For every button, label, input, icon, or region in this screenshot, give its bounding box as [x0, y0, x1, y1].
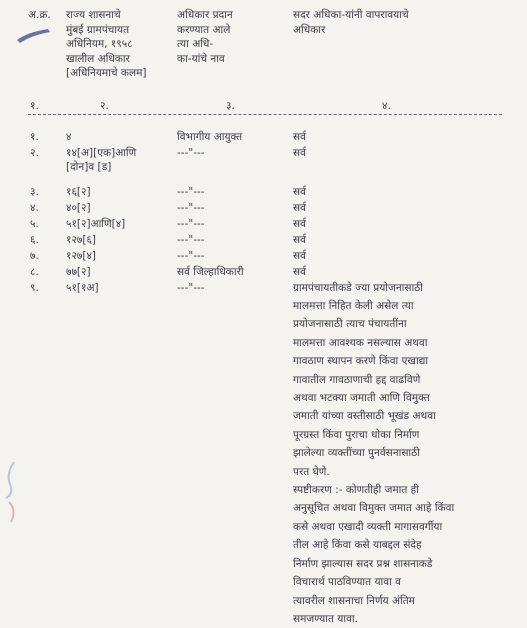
column-number-row [0, 99, 527, 113]
row-powers: ग्रामपंचायतीकडे ज्या प्रयोजनासाठी [293, 282, 423, 294]
header-powers-label [293, 8, 409, 37]
description-line: परत घेणे. [293, 465, 330, 478]
header-officer-line: करण्यात आले [177, 23, 231, 36]
margin-mark [2, 460, 18, 500]
column-number: ४. [382, 100, 391, 112]
explanation-line: स्पष्टीकरण :- कोणतीही जमात ही [293, 484, 419, 497]
powers-description [293, 297, 513, 628]
pen-mark [14, 26, 54, 46]
column-number: २. [100, 100, 109, 112]
row-sr: ७. [30, 250, 39, 262]
row-powers: सर्व [293, 250, 306, 262]
table-row [0, 160, 527, 174]
explanation-line: तील आहे किंवा कसे याबद्दल संदेह [293, 539, 422, 552]
explanation-line: कसे अथवा एखादी व्यक्ती मागासवर्गीया [293, 520, 443, 533]
description-line: झालेल्या व्यक्तींच्या पुनर्वसनासाठी [293, 447, 420, 460]
header-sr-label: अ.क्र. [28, 9, 51, 21]
table-row [0, 201, 527, 215]
row-powers: सर्व [293, 131, 306, 143]
table-row [0, 185, 527, 199]
row-powers: सर्व [293, 186, 306, 198]
explanation-line: निर्माण झाल्यास सदर प्रश्न शासनाकडे [293, 557, 433, 570]
table-row [0, 217, 527, 231]
row-officer: ---"--- [177, 202, 205, 214]
header-powers-line: सदर अधिका-यांनी वापरावयाचे [293, 9, 409, 21]
row-officer: ---"--- [177, 147, 205, 159]
table-row [0, 281, 527, 295]
row-section: [दोन]व [ड] [66, 161, 112, 173]
row-section: १४[अ][एक]आणि [66, 147, 137, 159]
description-line: पूरग्रस्त किंवा पुराचा धोका निर्माण [293, 428, 420, 441]
explanation-line: अनुसूचित अथवा विमुक्त जमात आहे किंवा [293, 502, 455, 515]
row-section: ५१[१अ] [66, 282, 99, 294]
column-number: ३. [226, 100, 235, 112]
row-sr: २. [30, 147, 39, 159]
table-row [0, 233, 527, 247]
header-officer-line: का-यांचे नाव [177, 52, 225, 65]
row-officer: ---"--- [177, 282, 205, 294]
description-line: जमाती यांच्या वस्तीसाठी भूखंड अथवा [293, 410, 436, 423]
explanation-line: विचारार्थ पाठविण्यात यावा व [293, 576, 402, 589]
row-powers: सर्व [293, 266, 306, 278]
row-sr: ३. [30, 186, 39, 198]
header-section-line: अधिनियम, १९५८ [66, 38, 133, 50]
row-sr: ८. [30, 266, 39, 278]
description-line: अथवा भटक्या जमाती आणि विमुक्त [293, 392, 430, 405]
header-powers-line: अधिकार [293, 23, 326, 36]
header-officer-line: अधिकार प्रदान [177, 9, 233, 21]
description-line: मालमत्ता निहित केली असेल त्या [293, 300, 414, 312]
row-sr: ६. [30, 234, 39, 246]
row-powers: सर्व [293, 202, 306, 214]
row-section: १६[२] [66, 186, 91, 198]
description-line: मालमत्ता आवश्यक नसल्यास अथवा [293, 336, 428, 349]
divider [28, 114, 502, 115]
header-section-line: [अधिनियमाचे कलम] [66, 67, 147, 79]
header-section-line: राज्य शासनाचे [66, 9, 121, 21]
explanation-line: समजण्यात यावा. [293, 612, 358, 625]
row-section: १२७[४] [66, 250, 97, 262]
row-section: १२७[६] [66, 234, 97, 246]
table-row [0, 130, 527, 144]
header-officer-label [177, 8, 233, 66]
row-section: ५१[२]आणि[४] [66, 218, 126, 230]
row-sr: ४. [30, 202, 39, 214]
row-section: ४०[२] [66, 202, 91, 214]
row-officer: ---"--- [177, 218, 205, 230]
column-number: १. [30, 100, 39, 112]
row-sr: ५. [30, 218, 39, 230]
description-line: प्रयोजनासाठी त्याच पंचायतींना [293, 318, 407, 331]
description-line: गावातील गावठाणाची हद्द वाढविणे [293, 373, 421, 386]
explanation-line: त्यावरील शासनाचा निर्णय अंतिम [293, 594, 415, 607]
row-officer: सर्व जिल्हाधिकारी [177, 266, 244, 278]
row-powers: सर्व [293, 234, 306, 246]
row-powers: सर्व [293, 147, 306, 159]
row-officer: ---"--- [177, 234, 205, 246]
table-row [0, 265, 527, 279]
row-section: ७७[२] [66, 266, 91, 278]
header-section-line: मुंबई ग्रामपंचायत [66, 23, 130, 36]
table-row [0, 249, 527, 263]
row-powers: सर्व [293, 218, 306, 230]
header-officer-line: त्या अधि- [177, 38, 214, 50]
description-line: गावठाण स्थापन करणे किंवा एखाद्या [293, 355, 429, 368]
table-row [0, 146, 527, 160]
row-sr: ९. [30, 282, 39, 294]
header-section-line: खालील अधिकार [66, 52, 130, 65]
row-section: ४ [66, 131, 72, 143]
header-section-label [66, 8, 147, 81]
row-officer: ---"--- [177, 250, 205, 262]
row-officer: ---"--- [177, 186, 205, 198]
margin-mark [6, 500, 20, 524]
row-sr: १. [30, 131, 39, 143]
row-officer: विभागीय आयुक्त [177, 131, 243, 143]
